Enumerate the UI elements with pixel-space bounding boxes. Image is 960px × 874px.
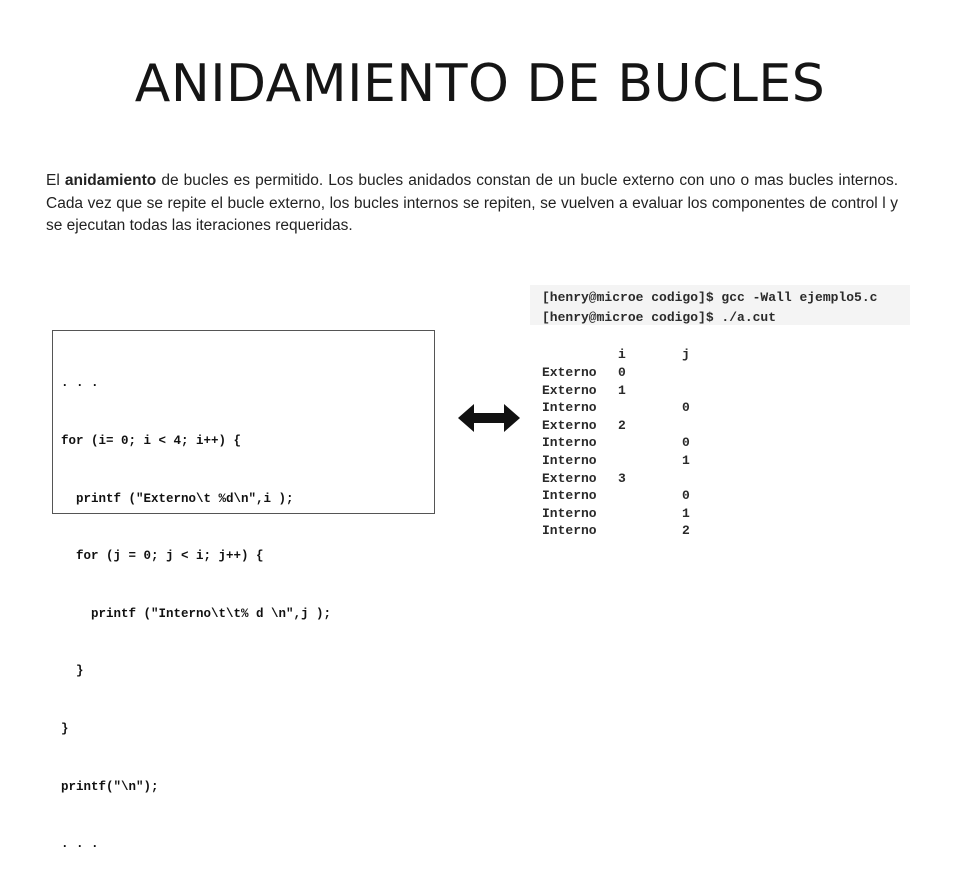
row-value-j: 0 xyxy=(682,400,690,416)
row-value-j: 0 xyxy=(682,435,690,451)
terminal-row xyxy=(530,506,910,524)
slide-title: ANIDAMIENTO DE BUCLES xyxy=(134,54,826,114)
paragraph-bold-term: anidamiento xyxy=(64,172,157,189)
terminal-column-header xyxy=(530,347,910,365)
row-value-i: 0 xyxy=(618,365,626,380)
row-label: Interno xyxy=(542,523,597,539)
row-value-j: 1 xyxy=(682,453,690,468)
code-line: for (j = 0; j < i; j++) { xyxy=(61,549,264,564)
terminal-row xyxy=(530,418,910,436)
code-line: . . . xyxy=(61,376,99,391)
terminal-output xyxy=(530,285,910,550)
row-label: Externo xyxy=(542,470,597,486)
row-label: Interno xyxy=(542,505,597,521)
row-value-i: 2 xyxy=(618,417,626,433)
code-line: . . . xyxy=(61,837,99,852)
terminal-command-line: [henry@microe codigo]$ ./a.cut xyxy=(542,310,777,325)
terminal-row xyxy=(530,523,910,541)
column-header-i: i xyxy=(618,347,626,362)
row-label: Interno xyxy=(542,400,597,416)
row-label: Externo xyxy=(542,417,597,433)
code-line: printf("\n"); xyxy=(61,779,159,794)
row-value-j: 2 xyxy=(682,523,690,539)
column-header-j: j xyxy=(682,347,690,362)
code-line: printf ("Externo\t %d\n",i ); xyxy=(61,491,294,506)
code-line: for (i= 0; i < 4; i++) { xyxy=(61,434,242,448)
terminal-row xyxy=(530,365,910,383)
code-snippet-box xyxy=(52,330,435,852)
terminal-row xyxy=(530,453,910,471)
row-label: Interno xyxy=(542,435,597,451)
code-line: printf ("Interno\t\t% d \n",j ); xyxy=(61,606,332,621)
double-headed-arrow-icon xyxy=(458,402,520,434)
code-line: } xyxy=(61,664,84,679)
terminal-row xyxy=(530,435,910,453)
terminal-row xyxy=(530,400,910,418)
description-paragraph xyxy=(46,170,898,238)
row-value-i: 3 xyxy=(618,470,626,486)
paragraph-after: de bucles es permitido. Los bucles anidados constan de un bucle externo con uno o mas bucles internos. Cada vez que se repite el bucle externo, los bucles internos se repiten, se vuelven a evaluar los componentes de control l y se ejecutan todas las iteraciones requeridas. xyxy=(46,172,898,234)
row-label: Interno xyxy=(542,453,597,468)
row-value-j: 0 xyxy=(682,488,690,504)
row-label: Externo xyxy=(542,365,597,380)
terminal-row xyxy=(530,471,910,489)
row-value-i: 1 xyxy=(618,382,626,398)
terminal-row xyxy=(530,383,910,401)
terminal-command-line: [henry@microe codigo]$ gcc -Wall ejemplo5.c xyxy=(542,290,878,305)
terminal-row xyxy=(530,488,910,506)
code-line: } xyxy=(61,721,69,736)
paragraph-before: El xyxy=(46,172,65,189)
row-label: Externo xyxy=(542,382,597,398)
row-label: Interno xyxy=(542,488,597,504)
row-value-j: 1 xyxy=(682,505,690,521)
